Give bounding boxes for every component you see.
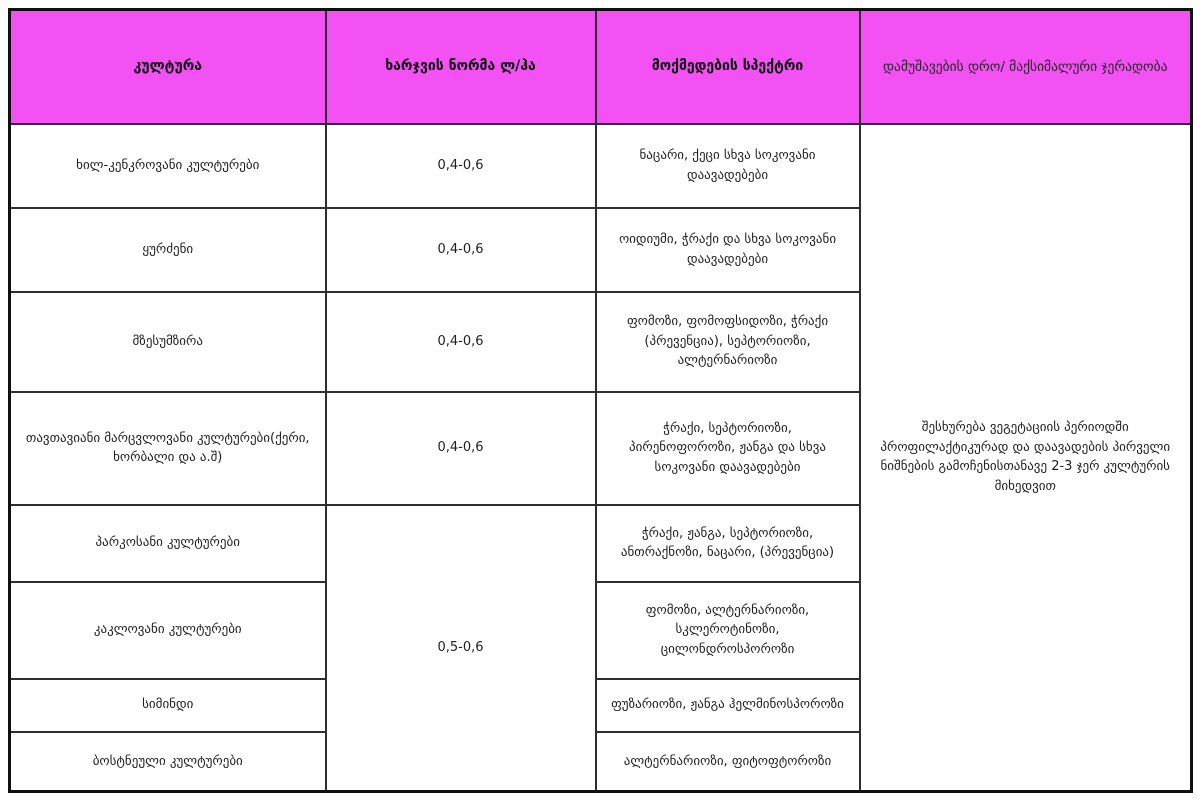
culture-cell: მზესუმზირა — [10, 292, 326, 392]
spectrum-cell: ალტერნარიოზი, ფიტოფტოროზი — [596, 732, 860, 792]
spectrum-cell: ფუზარიოზი, ჟანგა ჰელმინოსპოროზი — [596, 679, 860, 732]
fungicide-table — [8, 8, 1193, 793]
rate-cell: 0,4-0,6 — [326, 208, 596, 292]
table-row — [10, 124, 1192, 208]
culture-cell: თავთავიანი მარცვლოვანი კულტურები(ქერი, ხორბალი და ა.შ) — [10, 392, 326, 505]
culture-cell: ყურძენი — [10, 208, 326, 292]
spectrum-cell: ჭრაქი, სეპტორიოზი, პირენოფოროზი, ჟანგა და სხვა სოკოვანი დაავადებები — [596, 392, 860, 505]
culture-cell: ბოსტნეული კულტურები — [10, 732, 326, 792]
rate-cell: 0,4-0,6 — [326, 392, 596, 505]
culture-cell: პარკოსანი კულტურები — [10, 505, 326, 582]
header-cell-culture: კულტურა — [10, 10, 326, 124]
rate-cell: 0,4-0,6 — [326, 292, 596, 392]
header-cell-treatment: დამუშავების დრო/ მაქსიმალური ჯერადობა — [860, 10, 1192, 124]
spectrum-cell: ოიდიუმი, ჭრაქი და სხვა სოკოვანი დაავადებები — [596, 208, 860, 292]
spectrum-cell: ნაცარი, ქეცი სხვა სოკოვანი დაავადებები — [596, 124, 860, 208]
spectrum-cell: ჭრაქი, ჟანგა, სეპტორიოზი, ანთრაქნოზი, ნაცარი, (პრევენცია) — [596, 505, 860, 582]
spectrum-cell: ფომოზი, ფომოფსიდოზი, ჭრაქი (პრევენცია), სეპტორიოზი, ალტერნარიოზი — [596, 292, 860, 392]
culture-cell: კაკლოვანი კულტურები — [10, 582, 326, 679]
header-cell-spectrum: მოქმედების სპექტრი — [596, 10, 860, 124]
culture-cell: ხილ-კენკროვანი კულტურები — [10, 124, 326, 208]
merged-rate-cell: 0,5-0,6 — [326, 505, 596, 792]
header-row — [10, 10, 1192, 124]
rate-cell: 0,4-0,6 — [326, 124, 596, 208]
treatment-note-cell: შესხურება ვეგეტაციის პერიოდში პროფილაქტიკურად და დაავადების პირველი ნიშნების გამოჩენისთანავე 2-3 ჯერ კულტურის მიხედვით — [860, 124, 1192, 792]
culture-cell: სიმინდი — [10, 679, 326, 732]
spectrum-cell: ფომოზი, ალტერნარიოზი, სკლეროტინოზი, ცილონდროსპოროზი — [596, 582, 860, 679]
header-cell-rate: ხარჯვის ნორმა ლ/ჰა — [326, 10, 596, 124]
